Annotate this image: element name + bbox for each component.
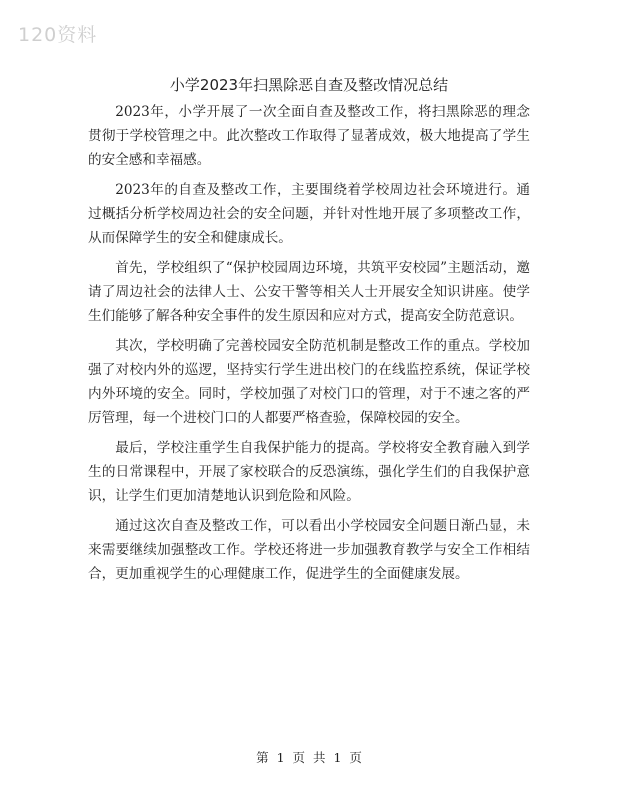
document-body [88, 100, 530, 592]
paragraph: 2023年的自查及整改工作，主要围绕着学校周边社会环境进行。通过概括分析学校周边社会的安全问题，并针对性地开展了多项整改工作，从而保障学生的安全和健康成长。 [88, 182, 530, 246]
document-title: 小学2023年扫黑除恶自查及整改情况总结 [169, 76, 449, 94]
paragraph: 通过这次自查及整改工作，可以看出小学校园安全问题日渐凸显，未来需要继续加强整改工作。学校还将进一步加强教育教学与安全工作相结合，更加重视学生的心理健康工作，促进学生的全面健康发展。 [88, 518, 530, 582]
paragraph: 2023年，小学开展了一次全面自查及整改工作，将扫黑除恶的理念贯彻于学校管理之中。此次整改工作取得了显著成效，极大地提高了学生的安全感和幸福感。 [88, 104, 530, 168]
paragraph: 其次，学校明确了完善校园安全防范机制是整改工作的重点。学校加强了对校内外的巡逻，坚持实行学生进出校门的在线监控系统，保证学校内外环境的安全。同时，学校加强了对校门口的管理，对于不速之客的严厉管理，每一个进校门口的人都要严格查验，保障校园的安全。 [88, 338, 530, 426]
page-number: 第 1 页 共 1 页 [256, 750, 362, 765]
paragraph: 首先，学校组织了“保护校园周边环境，共筑平安校园”主题活动，邀请了周边社会的法律人士、公安干警等相关人士开展安全知识讲座。使学生们能够了解各种安全事件的发生原因和应对方式，提高安全防范意识。 [88, 260, 530, 324]
watermark-logo: 120资料 [18, 24, 98, 46]
paragraph: 最后，学校注重学生自我保护能力的提高。学校将安全教育融入到学生的日常课程中，开展了家校联合的反恐演练，强化学生们的自我保护意识，让学生们更加清楚地认识到危险和风险。 [88, 440, 530, 504]
